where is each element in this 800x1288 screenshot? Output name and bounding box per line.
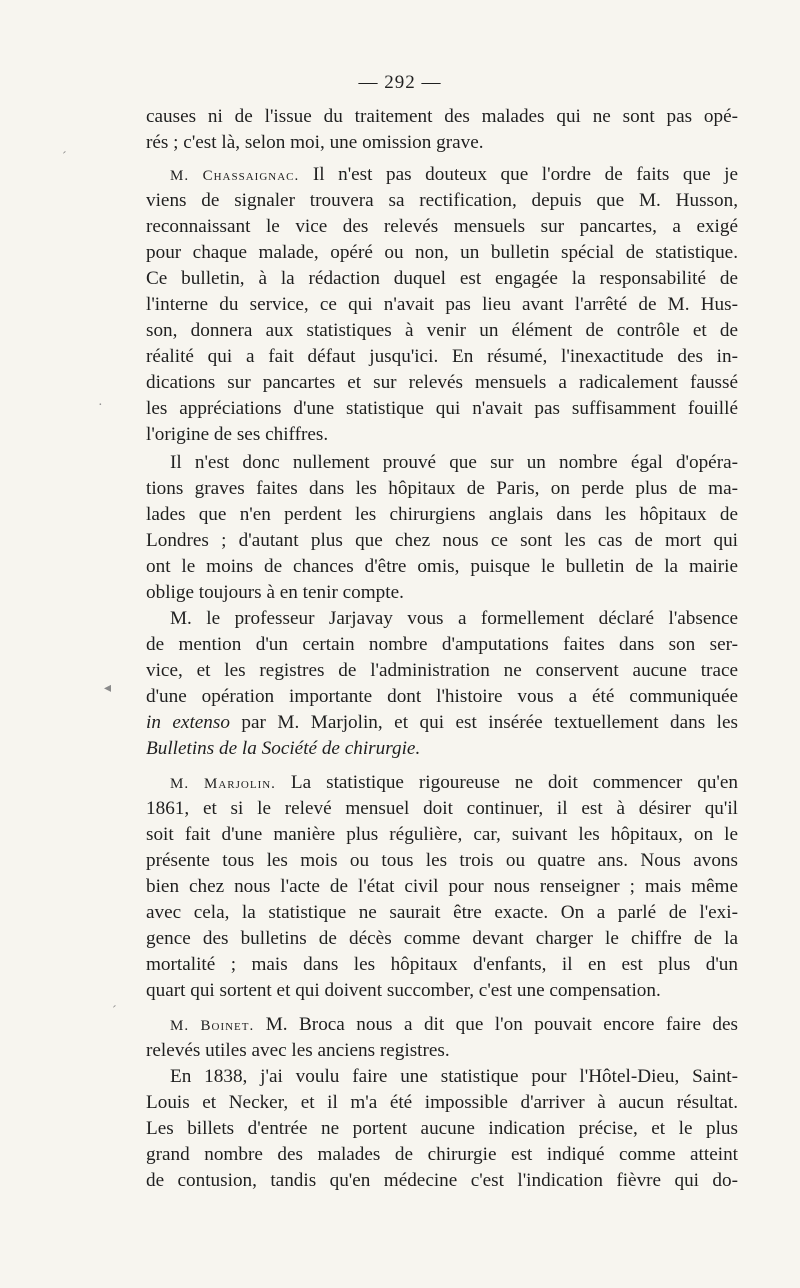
text-line: lades que n'en perdent les chirurgiens anglais dans les hôpitaux de	[146, 504, 738, 525]
text-line: bien chez nous l'acte de l'état civil pour nous renseigner ; mais même	[146, 876, 738, 897]
margin-speck: ˊ	[112, 1004, 117, 1019]
text-line: son, donnera aux statistiques à venir un élément de contrôle et de	[146, 320, 738, 341]
text-line: de contusion, tandis qu'en médecine c'est l'indication fièvre qui do-	[146, 1170, 738, 1191]
text-line: dications sur pancartes et sur relevés mensuels a radicalement faussé	[146, 372, 738, 393]
text-line: avec cela, la statistique ne saurait être exacte. On a parlé de l'exi-	[146, 902, 738, 923]
text-line: les appréciations d'une statistique qui n'avait pas suffisamment fouillé	[146, 398, 738, 419]
text-line: l'interne du service, ce qui n'avait pas lieu avant l'arrêté de M. Hus-	[146, 294, 738, 315]
paragraph-boinet	[170, 1012, 738, 1038]
italic-phrase: in extenso	[146, 712, 230, 733]
text-line: Ce bulletin, à la rédaction duquel est engagée la responsabilité de	[146, 268, 738, 289]
text-line: d'une opération importante dont l'histoire vous a été communiquée	[146, 686, 738, 707]
text-line: Il n'est donc nullement prouvé que sur un nombre égal d'opéra-	[170, 452, 738, 473]
text-line: Louis et Necker, et il m'a été impossible d'arriver à aucun résultat.	[146, 1092, 738, 1113]
text-line: M. Broca nous a dit que l'on pouvait encore faire des	[254, 1014, 738, 1035]
text-line: de mention d'un certain nombre d'amputations faites dans son ser-	[146, 634, 738, 655]
text-line: oblige toujours à en tenir compte.	[146, 582, 404, 603]
text-line: gence des bulletins de décès comme devant charger le chiffre de la	[146, 928, 738, 949]
text-line: En 1838, j'ai voulu faire une statistique pour l'Hôtel-Dieu, Saint-	[170, 1066, 738, 1087]
text-line	[146, 710, 738, 736]
text-line: grand nombre des malades de chirurgie est indiqué comme atteint	[146, 1144, 738, 1165]
speaker-name: M. Boinet.	[170, 1018, 255, 1034]
text-line: Il n'est pas douteux que l'ordre de faits que je	[299, 164, 738, 185]
margin-speck: ·	[98, 398, 103, 413]
text-line: reconnaissant le vice des relevés mensuels sur pancartes, a exigé	[146, 216, 738, 237]
text-line: tions graves faites dans les hôpitaux de Paris, on perde plus de ma-	[146, 478, 738, 499]
margin-speck: ˊ	[62, 150, 67, 165]
text-line: soit fait d'une manière plus régulière, car, suivant les hôpitaux, on le	[146, 824, 738, 845]
text-line: pour chaque malade, opéré ou non, un bulletin spécial de statistique.	[146, 242, 738, 263]
paragraph-marjolin	[170, 770, 738, 796]
speaker-name: M. Chassaignac.	[170, 168, 300, 184]
text-line: réalité qui a fait défaut jusqu'ici. En résumé, l'inexactitude des in-	[146, 346, 738, 367]
text-line: mortalité ; mais dans les hôpitaux d'enfants, il en est plus d'un	[146, 954, 738, 975]
speaker-name: M. Marjolin.	[170, 776, 276, 792]
page-number: — 292 —	[358, 72, 442, 93]
text-line: Les billets d'entrée ne portent aucune indication précise, et le plus	[146, 1118, 738, 1139]
italic-title: Bulletins de la Société de chirurgie.	[146, 738, 421, 759]
text-line: 1861, et si le relevé mensuel doit continuer, il est à désirer qu'il	[146, 798, 738, 819]
margin-speck: ◂	[104, 681, 112, 696]
text-line: viens de signaler trouvera sa rectification, depuis que M. Husson,	[146, 190, 738, 211]
text-line	[146, 736, 738, 762]
text-line: rés ; c'est là, selon moi, une omission grave.	[146, 132, 484, 153]
text-fragment: par M. Marjolin, et qui est insérée textuellement dans les	[229, 712, 738, 733]
text-line: ont le moins de chances d'être omis, puisque le bulletin de la mairie	[146, 556, 738, 577]
text-line: relevés utiles avec les anciens registres.	[146, 1040, 450, 1061]
text-line: La statistique rigoureuse ne doit commencer qu'en	[275, 772, 738, 793]
text-line: vice, et les registres de l'administration ne conservent aucune trace	[146, 660, 738, 681]
text-line: l'origine de ses chiffres.	[146, 424, 329, 445]
text-line: M. le professeur Jarjavay vous a formellement déclaré l'absence	[170, 608, 738, 629]
text-line: présente tous les mois ou tous les trois ou quatre ans. Nous avons	[146, 850, 738, 871]
text-line: quart qui sortent et qui doivent succomber, c'est une compensation.	[146, 980, 661, 1001]
text-line: Londres ; d'autant plus que chez nous ce sont les cas de mort qui	[146, 530, 738, 551]
paragraph-chassaignac	[170, 162, 738, 188]
text-line: causes ni de l'issue du traitement des malades qui ne sont pas opé-	[146, 106, 738, 127]
